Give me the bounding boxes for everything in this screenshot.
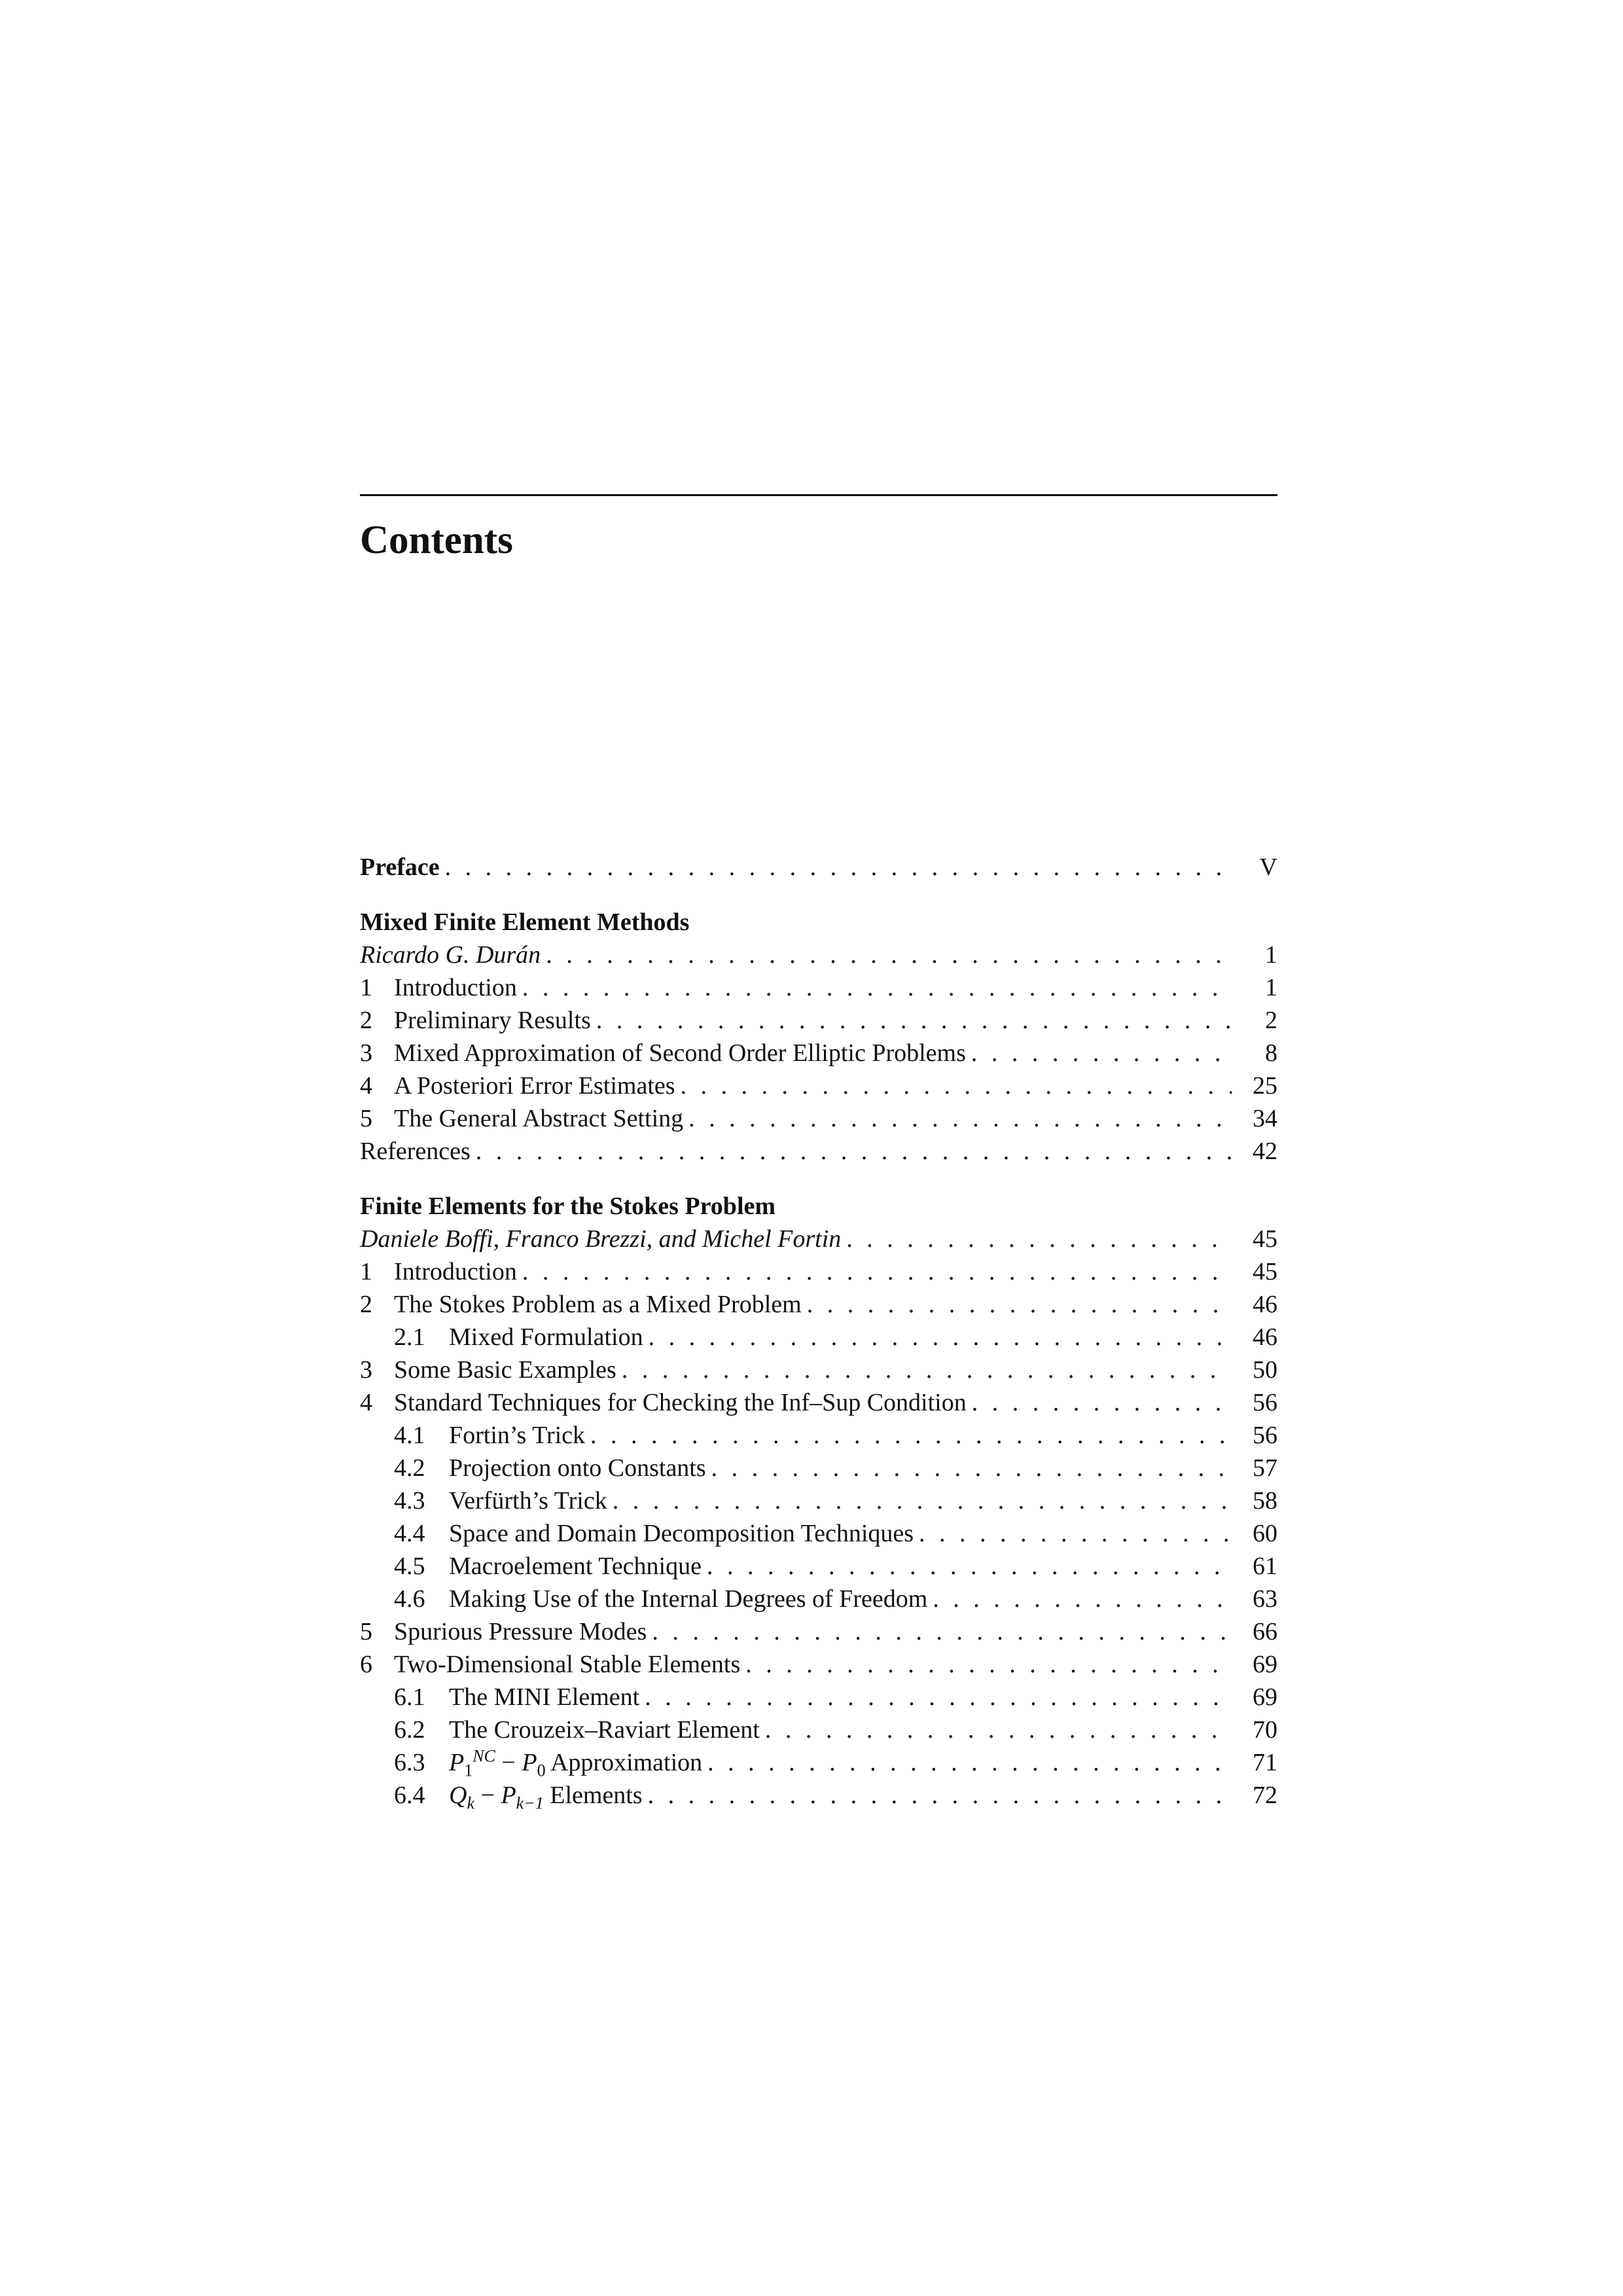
toc-subentry[interactable] (360, 1779, 1277, 1812)
toc-page-number: 34 (1253, 1105, 1277, 1132)
toc-author: Ricardo G. Durán (360, 941, 541, 969)
toc-entry[interactable] (360, 1069, 1277, 1102)
toc-page-number: 61 (1253, 1552, 1277, 1580)
toc-number: 6.4 (394, 1782, 425, 1809)
toc-label: Standard Techniques for Checking the Inf–Sup Condition (394, 1389, 967, 1416)
math-subscript: 1 (464, 1761, 473, 1780)
toc-label: Preface (360, 853, 440, 881)
toc-label: The General Abstract Setting (394, 1105, 684, 1132)
toc-page-number: 69 (1253, 1651, 1277, 1678)
toc-page-number: 42 (1253, 1138, 1277, 1165)
toc-label: Spurious Pressure Modes (394, 1618, 647, 1645)
dot-leader (546, 939, 1232, 971)
math-symbol: Q (449, 1782, 467, 1809)
toc-entry[interactable] (360, 1386, 1277, 1419)
header-rule (360, 494, 1277, 496)
math-operator: − (480, 1782, 495, 1809)
toc-number: 6.3 (394, 1749, 425, 1776)
toc-subentry[interactable] (360, 1321, 1277, 1354)
toc-page-number: 60 (1253, 1520, 1277, 1547)
toc-entry[interactable] (360, 1102, 1277, 1135)
dot-leader (652, 1615, 1232, 1648)
toc-subentry[interactable] (360, 1419, 1277, 1452)
toc-page-number: 50 (1253, 1356, 1277, 1384)
toc-entry[interactable] (360, 1288, 1277, 1321)
math-symbol: P (522, 1749, 537, 1776)
toc-label: Fortin’s Trick (449, 1422, 586, 1449)
dot-leader (648, 1779, 1232, 1812)
toc-subentry[interactable] (360, 1746, 1277, 1779)
toc-page-number: 70 (1253, 1716, 1277, 1744)
toc-number: 4.6 (394, 1585, 425, 1613)
toc-page-number: 46 (1253, 1323, 1277, 1351)
dot-leader (522, 971, 1232, 1004)
dot-leader (649, 1321, 1232, 1354)
toc-subentry[interactable] (360, 1583, 1277, 1615)
toc-page-number: 57 (1253, 1454, 1277, 1482)
dot-leader (590, 1419, 1232, 1452)
toc-number: 4.1 (394, 1422, 425, 1449)
math-subscript: k−1 (516, 1793, 544, 1813)
toc-entry[interactable] (360, 1615, 1277, 1648)
toc-entry[interactable] (360, 1648, 1277, 1681)
toc-page-number: 2 (1265, 1007, 1277, 1034)
toc-label: References (360, 1138, 471, 1165)
toc-entry[interactable] (360, 1004, 1277, 1037)
toc-label: Space and Domain Decomposition Techniques (449, 1520, 914, 1547)
page-title: Contents (360, 518, 513, 562)
toc-number: 3 (360, 1356, 372, 1384)
toc-page-number: 56 (1253, 1422, 1277, 1449)
toc-label: Preliminary Results (394, 1007, 591, 1034)
toc-number: 2.1 (394, 1323, 425, 1351)
dot-leader (522, 1255, 1232, 1288)
toc-number: 6.1 (394, 1683, 425, 1711)
toc-subentry[interactable] (360, 1681, 1277, 1713)
toc-entry[interactable] (360, 1037, 1277, 1069)
table-of-contents (360, 851, 1277, 1812)
toc-subentry[interactable] (360, 1550, 1277, 1583)
toc-label: Two-Dimensional Stable Elements (394, 1651, 741, 1678)
math-subscript: k (467, 1793, 474, 1813)
toc-number: 6.2 (394, 1716, 425, 1744)
toc-entry[interactable] (360, 1354, 1277, 1386)
toc-subentry[interactable] (360, 1517, 1277, 1550)
dot-leader (688, 1102, 1232, 1135)
dot-leader (681, 1069, 1232, 1102)
toc-number: 2 (360, 1291, 372, 1318)
toc-entry-preface[interactable] (360, 851, 1277, 884)
toc-label: Mixed Formulation (449, 1323, 643, 1351)
toc-subentry[interactable] (360, 1452, 1277, 1484)
toc-label: Making Use of the Internal Degrees of Freedom (449, 1585, 928, 1613)
toc-number: 5 (360, 1618, 372, 1645)
toc-label: Some Basic Examples (394, 1356, 616, 1384)
math-symbol: P (449, 1749, 465, 1776)
toc-number: 2 (360, 1007, 372, 1034)
toc-label: Mixed Approximation of Second Order Elliptic Problems (394, 1039, 966, 1067)
math-symbol: P (501, 1782, 516, 1809)
toc-page-number: 58 (1253, 1487, 1277, 1515)
toc-label-math (449, 1746, 702, 1779)
dot-leader (445, 851, 1232, 884)
toc-label-math (449, 1779, 643, 1812)
toc-page-number: 69 (1253, 1683, 1277, 1711)
dot-leader (645, 1681, 1232, 1713)
toc-label: The Stokes Problem as a Mixed Problem (394, 1291, 802, 1318)
dot-leader (711, 1452, 1232, 1484)
dot-leader (933, 1583, 1232, 1615)
toc-label: Macroelement Technique (449, 1552, 702, 1580)
toc-entry-references[interactable] (360, 1135, 1277, 1168)
toc-author: Daniele Boffi, Franco Brezzi, and Michel Fortin (360, 1225, 842, 1253)
toc-page-number: 63 (1253, 1585, 1277, 1613)
toc-page-number: 56 (1253, 1389, 1277, 1416)
toc-subentry[interactable] (360, 1713, 1277, 1746)
dot-leader (622, 1354, 1232, 1386)
dot-leader (476, 1135, 1232, 1168)
dot-leader (846, 1223, 1232, 1255)
toc-label: Introduction (394, 1258, 517, 1285)
dot-leader (707, 1550, 1232, 1583)
dot-leader (745, 1648, 1232, 1681)
toc-page-number: 71 (1253, 1749, 1277, 1776)
toc-page-number: 72 (1253, 1782, 1277, 1809)
toc-number: 4.3 (394, 1487, 425, 1515)
toc-number: 4 (360, 1389, 372, 1416)
dot-leader (919, 1517, 1232, 1550)
part-heading-1: Mixed Finite Element Methods (360, 908, 690, 936)
toc-page-number: 45 (1253, 1258, 1277, 1285)
toc-label: The Crouzeix–Raviart Element (449, 1716, 760, 1744)
toc-label: Verfürth’s Trick (449, 1487, 607, 1515)
toc-page-number: 1 (1265, 941, 1277, 969)
toc-number: 1 (360, 1258, 372, 1285)
toc-label: A Posteriori Error Estimates (394, 1072, 675, 1100)
toc-label: Introduction (394, 974, 517, 1001)
toc-subentry[interactable] (360, 1484, 1277, 1517)
toc-page-number: 45 (1253, 1225, 1277, 1253)
math-superscript: NC (473, 1746, 495, 1766)
toc-number: 4.2 (394, 1454, 425, 1482)
dot-leader (707, 1746, 1232, 1779)
toc-page-number: 46 (1253, 1291, 1277, 1318)
toc-number: 4 (360, 1072, 372, 1100)
toc-entry-author[interactable] (360, 939, 1277, 971)
toc-page-number: 66 (1253, 1618, 1277, 1645)
dot-leader (613, 1484, 1232, 1517)
dot-leader (807, 1288, 1232, 1321)
toc-label: The MINI Element (449, 1683, 640, 1711)
toc-label: Approximation (550, 1749, 703, 1776)
dot-leader (765, 1713, 1232, 1746)
toc-number: 1 (360, 974, 372, 1001)
toc-entry-author[interactable] (360, 1223, 1277, 1255)
toc-page-number: 1 (1265, 974, 1277, 1001)
toc-entry[interactable] (360, 971, 1277, 1004)
toc-number: 4.5 (394, 1552, 425, 1580)
toc-entry[interactable] (360, 1255, 1277, 1288)
dot-leader (972, 1386, 1232, 1419)
toc-page-number: 25 (1253, 1072, 1277, 1100)
part-heading-2: Finite Elements for the Stokes Problem (360, 1193, 776, 1220)
dot-leader (596, 1004, 1232, 1037)
toc-number: 3 (360, 1039, 372, 1067)
toc-page-number: 8 (1265, 1039, 1277, 1067)
toc-number: 5 (360, 1105, 372, 1132)
math-subscript: 0 (537, 1761, 546, 1780)
dot-leader (971, 1037, 1232, 1069)
toc-label: Elements (550, 1782, 643, 1809)
toc-label: Projection onto Constants (449, 1454, 706, 1482)
toc-number: 4.4 (394, 1520, 425, 1547)
toc-number: 6 (360, 1651, 372, 1678)
math-operator: − (501, 1749, 516, 1776)
toc-page-number: V (1259, 853, 1277, 881)
